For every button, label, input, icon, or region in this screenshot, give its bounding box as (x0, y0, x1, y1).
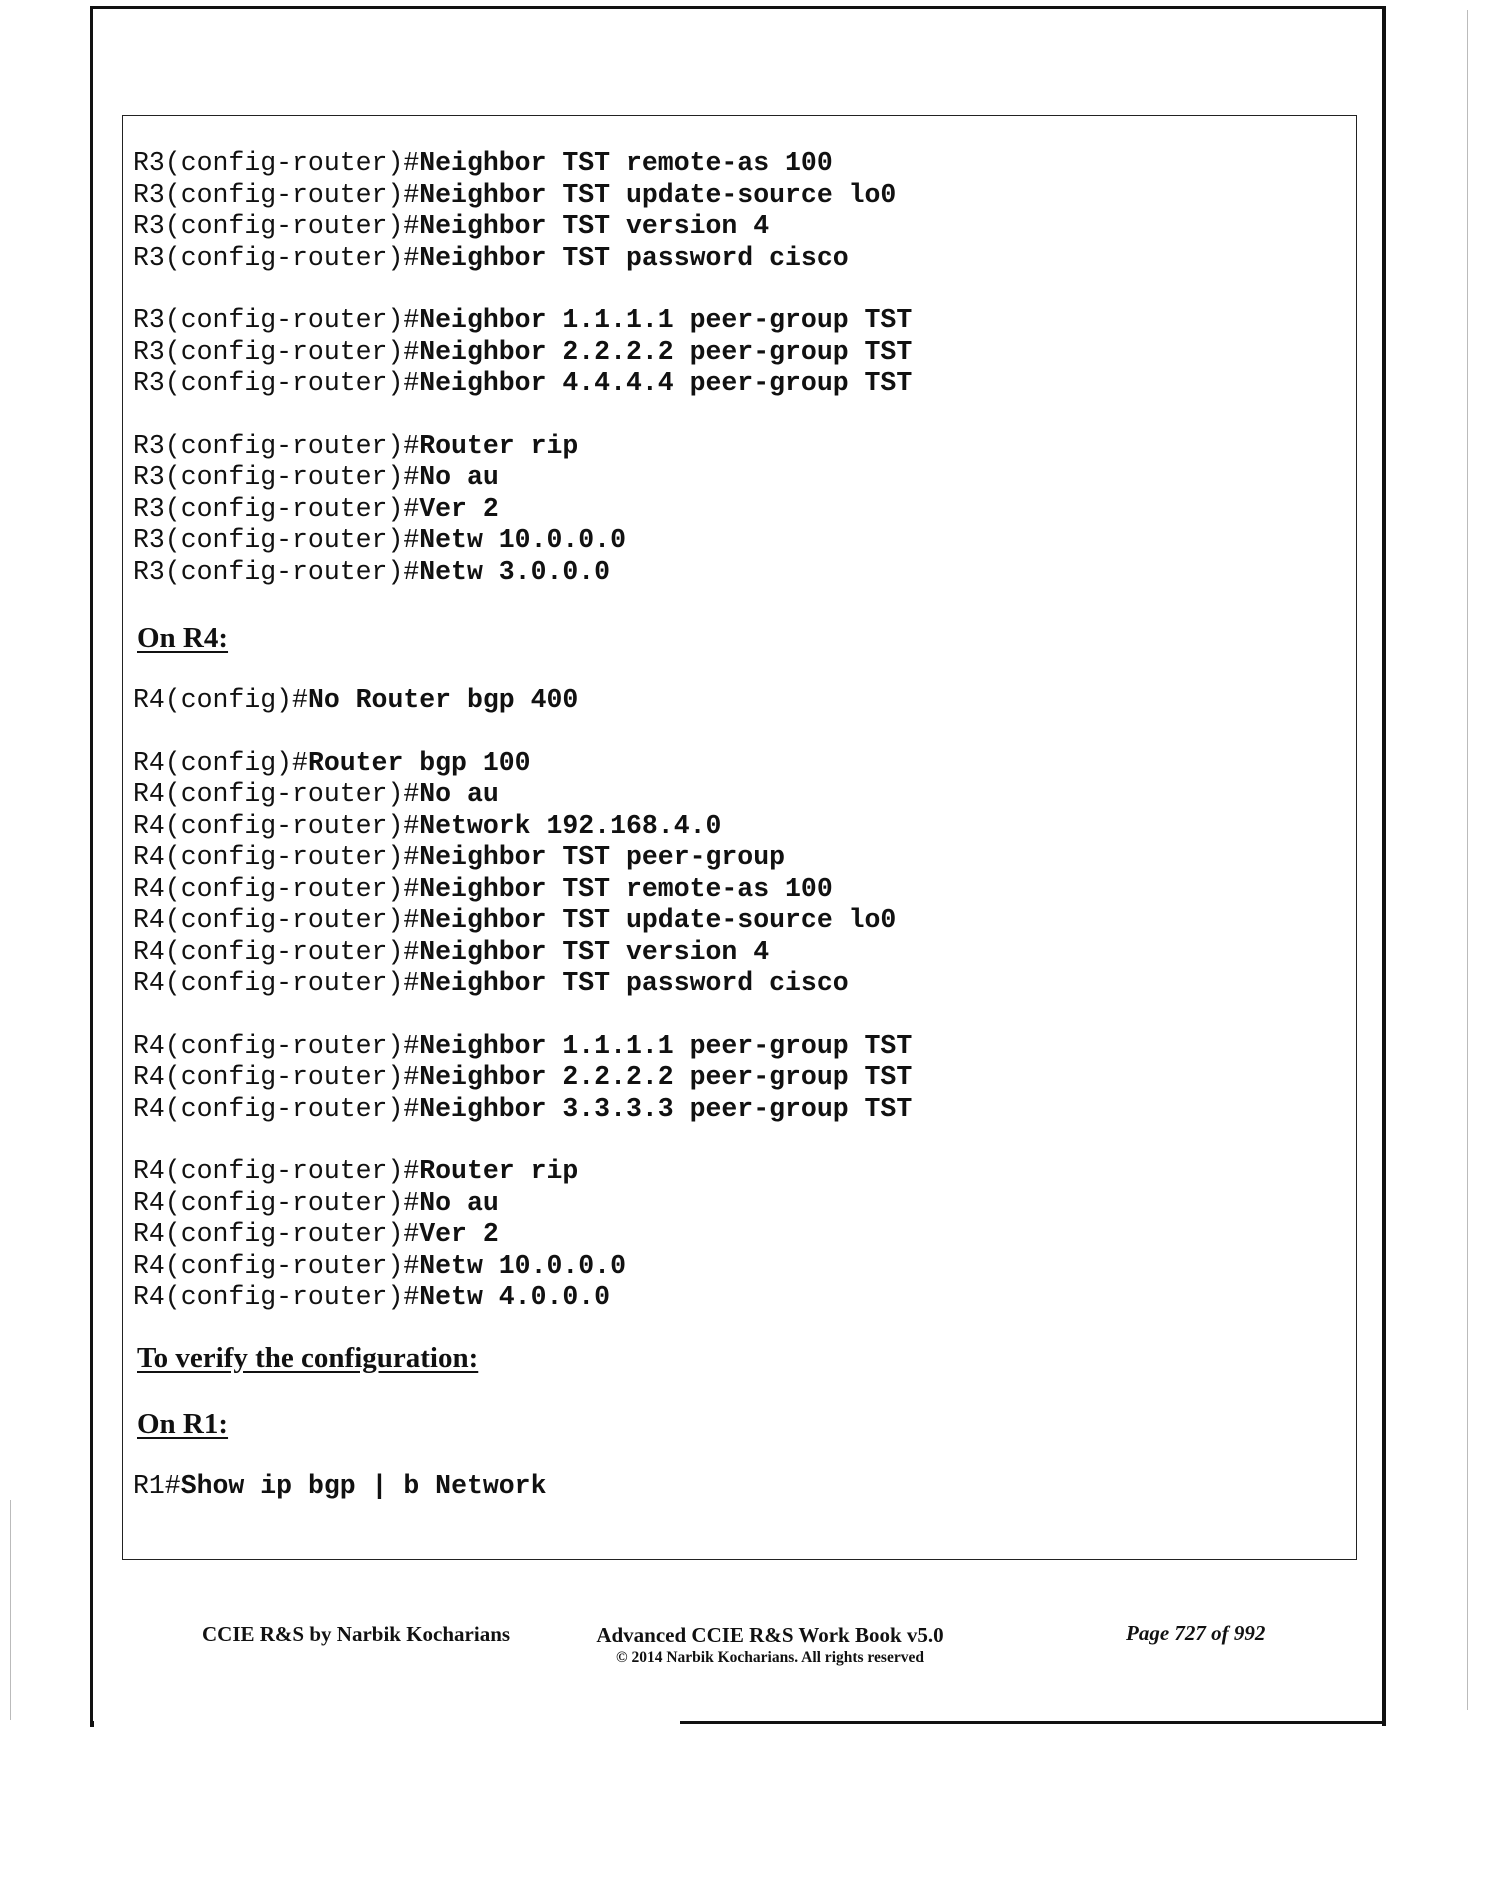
cli-command: Neighbor 2.2.2.2 peer-group TST (419, 336, 913, 367)
cli-prompt: R3(config-router)# (133, 179, 420, 210)
r4-group (133, 685, 1346, 717)
r4-group (133, 748, 1346, 1000)
code-line (133, 1282, 1346, 1314)
code-line (133, 180, 1346, 212)
cli-prompt: R4(config-router)# (133, 779, 420, 809)
code-line (133, 211, 1346, 243)
r3-group (133, 305, 1346, 400)
code-line (133, 557, 1346, 589)
code-line (133, 1219, 1346, 1251)
r4-group (133, 1031, 1346, 1126)
cli-command: Netw 4.0.0.0 (419, 1282, 611, 1312)
heading-on-r4: On R4: (137, 622, 229, 654)
cli-prompt: R4(config-router)# (133, 1062, 420, 1092)
code-line (133, 431, 1346, 463)
cli-command: Neighbor 3.3.3.3 peer-group TST (419, 1093, 913, 1124)
cli-command: No au (419, 779, 499, 809)
cli-command: Show ip bgp | b Network (180, 1470, 547, 1501)
cli-prompt: R4(config-router)# (133, 1156, 420, 1186)
scan-edge-line (1467, 10, 1468, 1710)
page-footer (0, 1612, 1492, 1672)
code-line (133, 779, 1346, 811)
code-line (133, 1188, 1346, 1220)
r3-group (133, 148, 1346, 274)
code-line (133, 1251, 1346, 1283)
r3-group (133, 431, 1346, 589)
cli-prompt: R3(config-router)# (133, 305, 420, 335)
cli-prompt: R4(config-router)# (133, 1219, 420, 1249)
cli-command: Neighbor TST password cisco (419, 968, 849, 998)
footer-author: CCIE R&S by Narbik Kocharians (202, 1622, 511, 1646)
code-line (133, 685, 1346, 717)
cli-command: Neighbor TST version 4 (419, 211, 770, 241)
code-line (133, 811, 1346, 843)
cli-command: Neighbor 4.4.4.4 peer-group TST (419, 368, 913, 398)
cli-prompt: R4(config-router)# (133, 810, 420, 841)
cli-prompt: R4(config-router)# (133, 905, 420, 935)
cli-prompt: R4(config-router)# (133, 1282, 420, 1312)
cli-prompt: R3(config-router)# (133, 336, 420, 367)
code-line (133, 1471, 1346, 1503)
r3-config-section (133, 148, 1346, 588)
cli-command: Neighbor TST remote-as 100 (419, 148, 833, 178)
cli-prompt: R4(config)# (133, 747, 308, 778)
cli-command: Neighbor TST password cisco (419, 242, 849, 273)
cli-command: Router rip (419, 430, 579, 461)
cli-prompt: R3(config-router)# (133, 211, 420, 241)
bottom-rule (680, 1721, 1384, 1724)
code-line (133, 842, 1346, 874)
cli-prompt: R4(config-router)# (133, 842, 420, 872)
cli-command: No au (419, 1187, 499, 1218)
code-line (133, 243, 1346, 275)
heading-verify: To verify the configuration: (137, 1341, 479, 1374)
cli-prompt: R1# (133, 1470, 181, 1501)
cli-prompt: R3(config-router)# (133, 148, 420, 178)
cli-prompt: R3(config-router)# (133, 430, 420, 461)
heading-on-r1: On R1: (137, 1407, 229, 1440)
cli-command: Neighbor 2.2.2.2 peer-group TST (419, 1062, 913, 1092)
cli-prompt: R4(config-router)# (133, 1250, 420, 1281)
code-line (133, 368, 1346, 400)
code-line (133, 874, 1346, 906)
cli-command: Ver 2 (419, 493, 499, 524)
cli-command: Neighbor TST remote-as 100 (419, 873, 833, 904)
cli-prompt: R4(config-router)# (133, 873, 420, 904)
cli-prompt: R4(config-router)# (133, 1187, 420, 1218)
scan-edge-line-left (10, 1500, 11, 1720)
cli-command: Router bgp 100 (307, 747, 531, 778)
r4-config-section (133, 685, 1346, 1314)
cli-command: Neighbor TST peer-group (419, 842, 786, 872)
code-line (133, 968, 1346, 1000)
cli-prompt: R3(config-router)# (133, 462, 420, 492)
cli-command: No au (419, 462, 499, 492)
code-line (133, 1156, 1346, 1188)
cli-command: Neighbor TST version 4 (419, 936, 770, 967)
cli-prompt: R3(config-router)# (133, 556, 420, 587)
code-line (133, 494, 1346, 526)
code-line (133, 905, 1346, 937)
cli-prompt: R4(config-router)# (133, 1030, 420, 1061)
code-line (133, 1094, 1346, 1126)
code-line (133, 305, 1346, 337)
cli-command: Neighbor TST update-source lo0 (419, 179, 897, 210)
code-line (133, 462, 1346, 494)
cli-prompt: R4(config-router)# (133, 1093, 420, 1124)
r1-verify-section (133, 1471, 1346, 1503)
code-line (133, 148, 1346, 180)
cli-prompt: R4(config)# (133, 685, 308, 715)
footer-page-number: Page 727 of 992 (1126, 1621, 1266, 1645)
cli-command: No Router bgp 400 (307, 685, 579, 715)
r4-group (133, 1156, 1346, 1314)
code-line (133, 1062, 1346, 1094)
content-inner (133, 148, 1346, 1533)
bottom-rule-left (90, 1721, 94, 1727)
cli-prompt: R3(config-router)# (133, 493, 420, 524)
code-line (133, 1031, 1346, 1063)
cli-command: Network 192.168.4.0 (419, 810, 722, 841)
content-box (122, 115, 1357, 1560)
code-line (133, 937, 1346, 969)
code-line (133, 525, 1346, 557)
footer-copyright: © 2014 Narbik Kocharians. All rights reserved (616, 1649, 924, 1666)
r1-group (133, 1471, 1346, 1503)
cli-prompt: R3(config-router)# (133, 525, 420, 555)
footer-book-info (580, 1622, 960, 1668)
footer-book-title: Advanced CCIE R&S Work Book v5.0 (596, 1623, 944, 1647)
cli-prompt: R3(config-router)# (133, 368, 420, 398)
cli-command: Netw 10.0.0.0 (419, 1250, 626, 1281)
cli-command: Neighbor TST update-source lo0 (419, 905, 897, 935)
cli-prompt: R4(config-router)# (133, 968, 420, 998)
cli-prompt: R3(config-router)# (133, 242, 420, 273)
code-line (133, 337, 1346, 369)
code-line (133, 748, 1346, 780)
cli-command: Ver 2 (419, 1219, 499, 1249)
cli-command: Netw 10.0.0.0 (419, 525, 626, 555)
cli-command: Router rip (419, 1156, 579, 1186)
cli-command: Neighbor 1.1.1.1 peer-group TST (419, 1030, 913, 1061)
cli-command: Netw 3.0.0.0 (419, 556, 611, 587)
cli-prompt: R4(config-router)# (133, 936, 420, 967)
cli-command: Neighbor 1.1.1.1 peer-group TST (419, 305, 913, 335)
